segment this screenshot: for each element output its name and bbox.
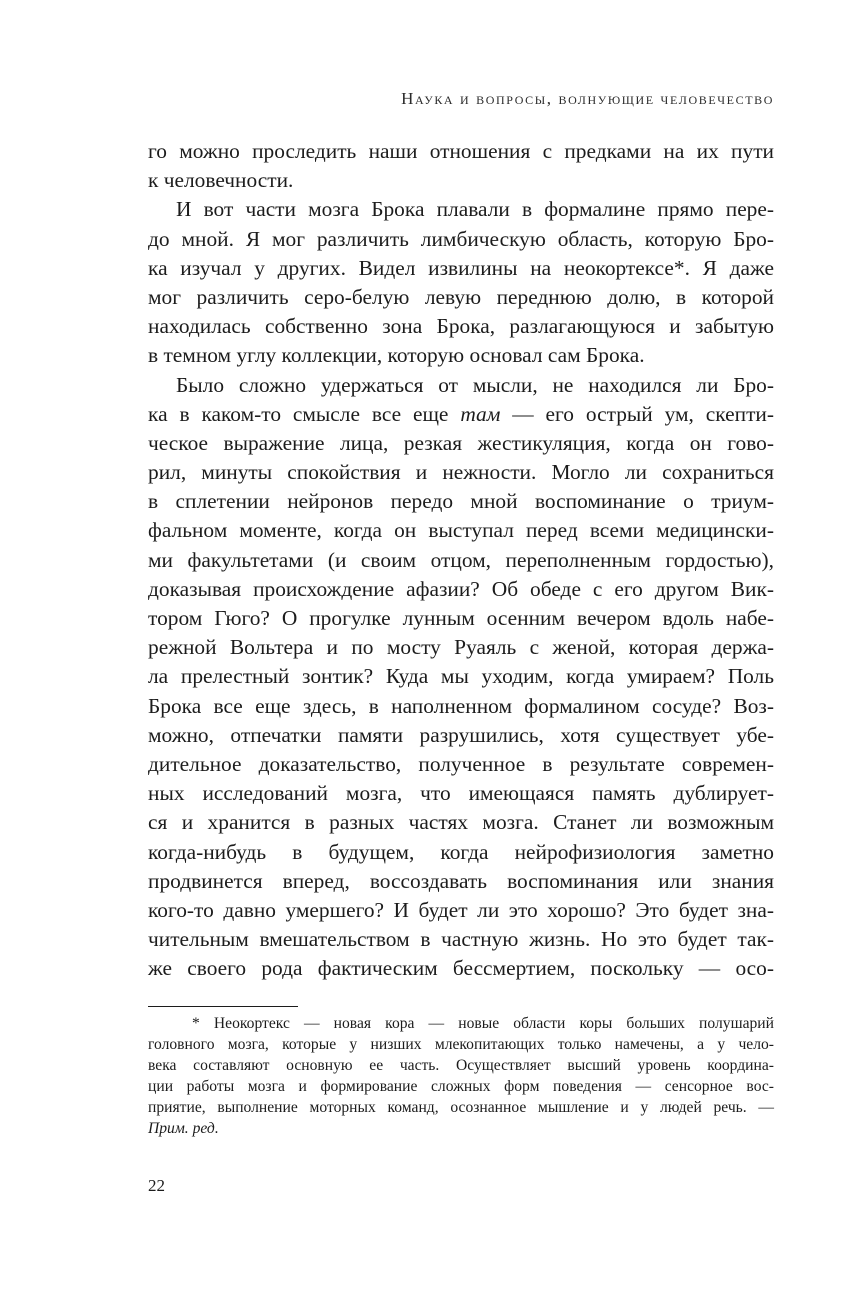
paragraph — [148, 195, 774, 370]
text-line: доказывая происхождение афазии? Об обеде с его другом Вик- — [148, 576, 774, 601]
text-line: можно, отпечатки памяти разрушились, хотя существует убе- — [148, 722, 774, 747]
footnote-line: приятие, выполнение моторных команд, осознанное мышление и у людей речь. — — [148, 1099, 774, 1116]
text-line: когда-нибудь в будущем, когда нейрофизиология заметно — [148, 839, 774, 864]
text-line: ных исследований мозга, что имеющаяся память дублирует- — [148, 781, 774, 806]
text-line: в темном углу коллекции, которую основал сам Брока. — [148, 343, 645, 368]
text-fragment: — его острый ум, скепти- — [500, 401, 775, 426]
running-head: Наука и вопросы, волнующие человечество — [401, 89, 774, 108]
body-text — [148, 137, 774, 983]
footnote-divider — [148, 1006, 298, 1007]
footnote-line: * Неокортекс — новая кора — новые области коры больших полушарий — [192, 1015, 774, 1032]
text-line: Брока все еще здесь, в наполненном формалином сосуде? Воз- — [148, 693, 774, 718]
paragraph — [148, 371, 774, 984]
text-line: ся и хранится в разных частях мозга. Станет ли возможным — [148, 810, 774, 835]
footnote-line: ции работы мозга и формирование сложных форм поведения — сенсорное вос- — [148, 1078, 774, 1095]
text-line: к человечности. — [148, 168, 294, 193]
text-line: до мной. Я мог различить лимбическую область, которую Бро- — [148, 226, 774, 251]
text-line: продвинется вперед, воссоздавать воспоминания или знания — [148, 868, 774, 893]
text-line: мог различить серо-белую левую переднюю долю, в которой — [148, 284, 774, 309]
text-line: ка изучал у других. Видел извилины на неокортексе*. Я даже — [148, 255, 774, 280]
text-line: ла прелестный зонтик? Куда мы уходим, когда умираем? Поль — [148, 664, 774, 689]
text-line: же своего рода фактическим бессмертием, поскольку — осо- — [148, 956, 774, 981]
footnote — [148, 1013, 774, 1139]
text-line: го можно проследить наши отношения с предками на их пути — [148, 139, 774, 163]
footnote-line: головного мозга, которые у низших млекопитающих только намечены, а у чело- — [148, 1036, 774, 1053]
text-line: находилась собственно зона Брока, разлагающуюся и забытую — [148, 314, 774, 339]
text-line: рил, минуты спокойствия и нежности. Могло ли сохраниться — [148, 460, 774, 485]
paragraph — [148, 137, 774, 195]
text-line: Было сложно удержаться от мысли, не находился ли Бро- — [176, 372, 774, 397]
text-line: кого-то давно умершего? И будет ли это хорошо? Это будет зна- — [148, 897, 774, 922]
text-line: дительное доказательство, полученное в результате современ- — [148, 751, 774, 776]
emphasis-word: там — [460, 401, 501, 426]
footnote-line: века составляют основную ее часть. Осуществляет высший уровень координа- — [148, 1057, 774, 1074]
text-line: режной Вольтера и по мосту Руаяль с женой, которая держа- — [148, 635, 774, 660]
editor-note: Прим. ред. — [148, 1120, 219, 1137]
text-line: в сплетении нейронов передо мной воспоминание о триум- — [148, 489, 774, 514]
text-fragment: ка в каком-то смысле все еще — [148, 401, 461, 426]
text-line: И вот части мозга Брока плавали в формалине прямо пере- — [176, 197, 774, 222]
text-line: фальном моменте, когда он выступал перед всеми медицински- — [148, 518, 774, 543]
text-line: чительным вмешательством в частную жизнь. Но это будет так- — [148, 927, 774, 952]
text-line — [148, 400, 774, 429]
text-line: ми факультетами (и своим отцом, переполненным гордостью), — [148, 547, 774, 572]
page-number: 22 — [148, 1176, 165, 1195]
text-line: тором Гюго? О прогулке лунным осенним вечером вдоль набе- — [148, 606, 774, 630]
text-line: ческое выражение лица, резкая жестикуляция, когда он гово- — [148, 430, 774, 455]
